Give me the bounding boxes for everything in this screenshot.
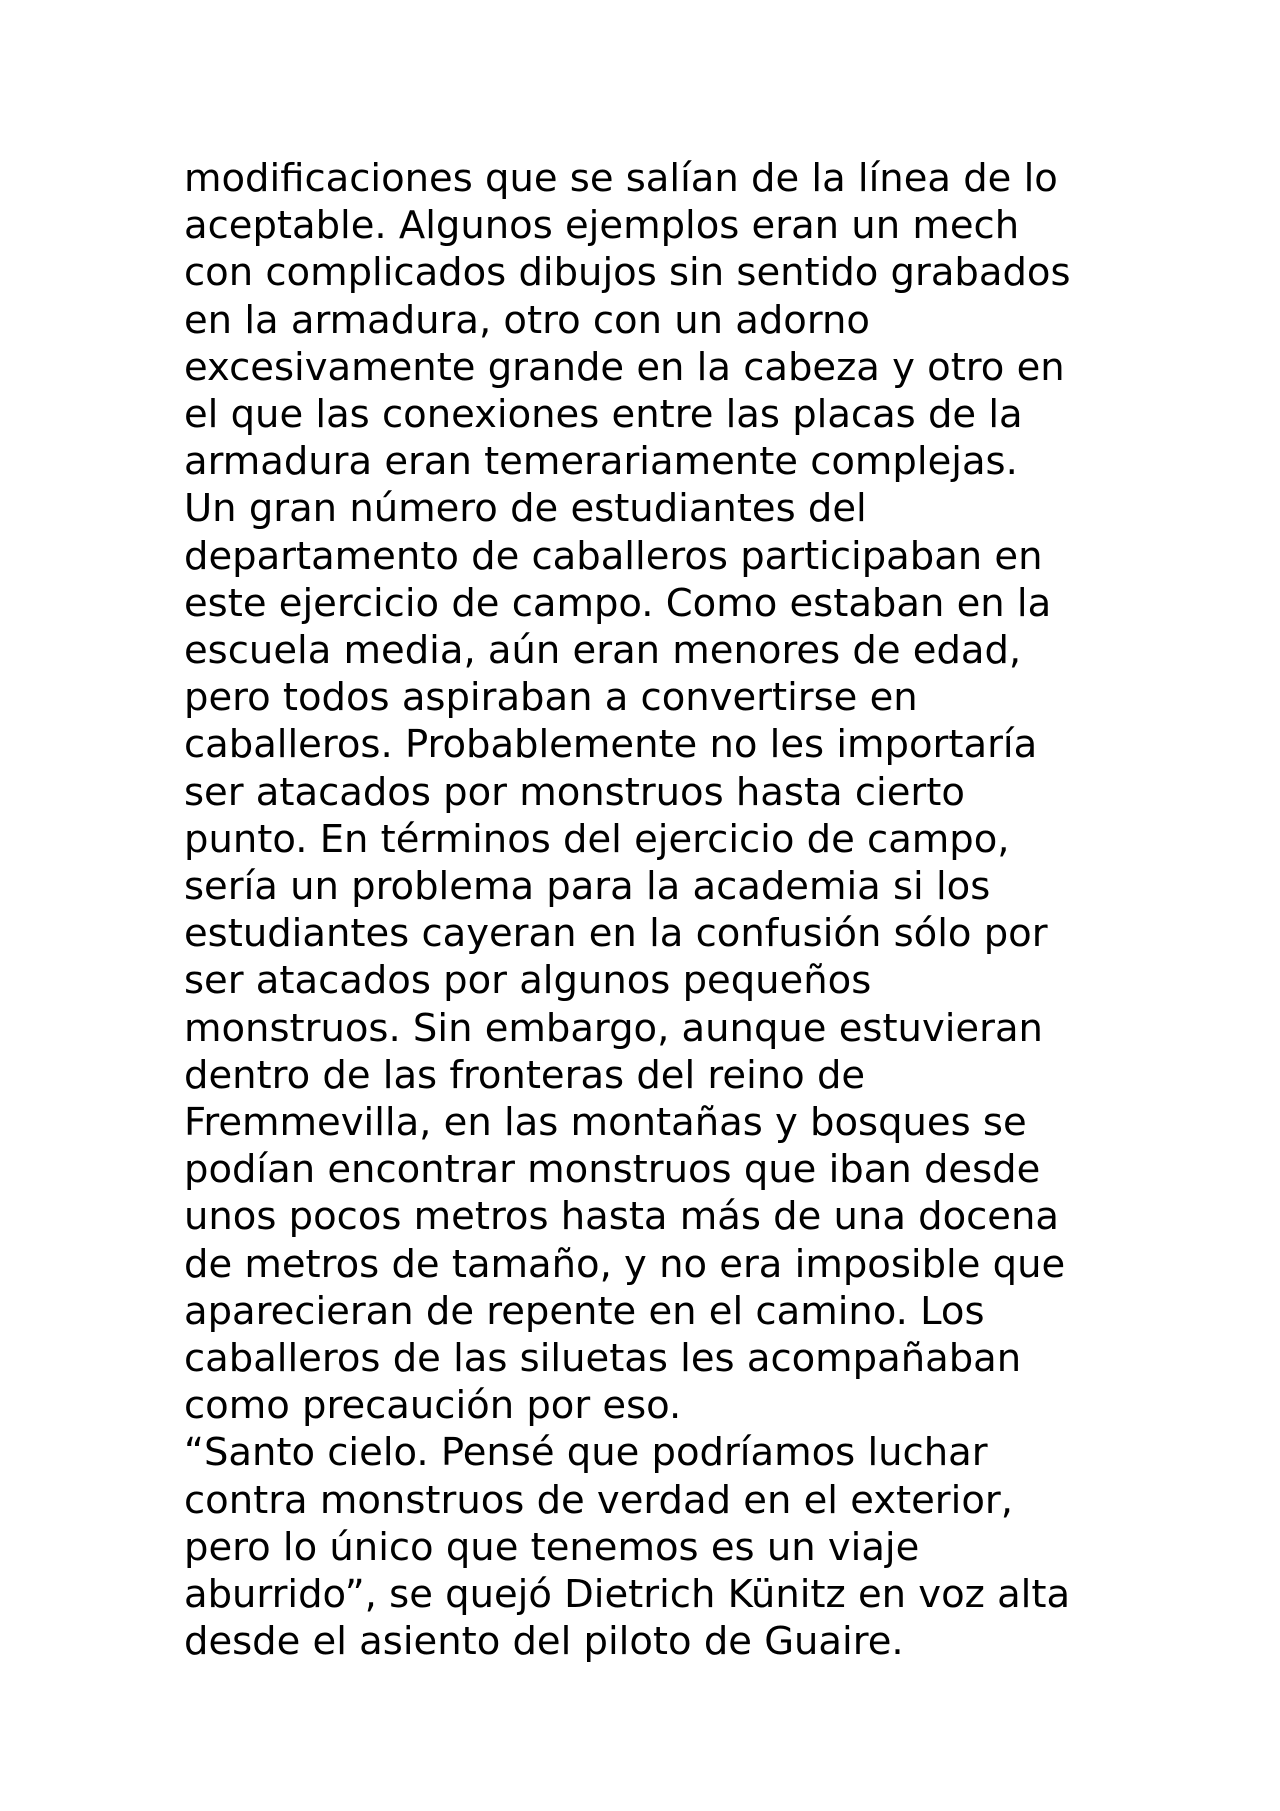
text-line: con complicados dibujos sin sentido grabados — [184, 250, 1071, 296]
text-line: de metros de tamaño, y no era imposible que — [184, 1241, 1066, 1287]
text-line: podían encontrar monstruos que iban desde — [184, 1147, 1041, 1193]
text-line: caballeros de las siluetas les acompañaban — [184, 1336, 1022, 1382]
text-line: ser atacados por algunos pequeños — [184, 958, 872, 1004]
text-line: el que las conexiones entre las placas de la — [184, 392, 1023, 438]
text-line: en la armadura, otro con un adorno — [184, 297, 870, 343]
text-line: escuela media, aún eran menores de edad, — [184, 628, 1022, 674]
text-line: Fremmevilla, en las montañas y bosques se — [184, 1100, 1027, 1146]
text-line: excesivamente grande en la cabeza y otro en — [184, 344, 1065, 390]
text-line: “Santo cielo. Pensé que podríamos luchar — [184, 1430, 988, 1476]
text-line: monstruos. Sin embargo, aunque estuvieran — [184, 1005, 1043, 1051]
text-line: pero todos aspiraban a convertirse en — [184, 675, 918, 721]
text-line: desde el asiento del piloto de Guaire. — [184, 1619, 904, 1665]
text-line: aceptable. Algunos ejemplos eran un mech — [184, 203, 1020, 249]
text-line: departamento de caballeros participaban en — [184, 533, 1043, 579]
text-line: unos pocos metros hasta más de una docena — [184, 1194, 1059, 1240]
text-line: dentro de las fronteras del reino de — [184, 1052, 866, 1098]
text-line: contra monstruos de verdad en el exterior, — [184, 1477, 1013, 1523]
text-line: modificaciones que se salían de la línea de lo — [184, 156, 1058, 201]
body-text — [184, 155, 1184, 1666]
text-line: aburrido”, se quejó Dietrich Künitz en voz alta — [184, 1572, 1071, 1618]
text-line: pero lo único que tenemos es un viaje — [184, 1524, 920, 1570]
text-line: como precaución por eso. — [184, 1383, 682, 1429]
text-line: aparecieran de repente en el camino. Los — [184, 1288, 985, 1334]
text-line: caballeros. Probablemente no les importaría — [184, 722, 1038, 768]
text-line: Un gran número de estudiantes del — [184, 486, 867, 532]
text-line: punto. En términos del ejercicio de campo, — [184, 816, 1010, 862]
text-line: armadura eran temerariamente complejas. — [184, 439, 1018, 485]
text-line: sería un problema para la academia si los — [184, 864, 991, 910]
text-line: ser atacados por monstruos hasta cierto — [184, 769, 965, 815]
text-line: estudiantes cayeran en la confusión sólo por — [184, 911, 1048, 957]
text-line: este ejercicio de campo. Como estaban en la — [184, 580, 1052, 626]
